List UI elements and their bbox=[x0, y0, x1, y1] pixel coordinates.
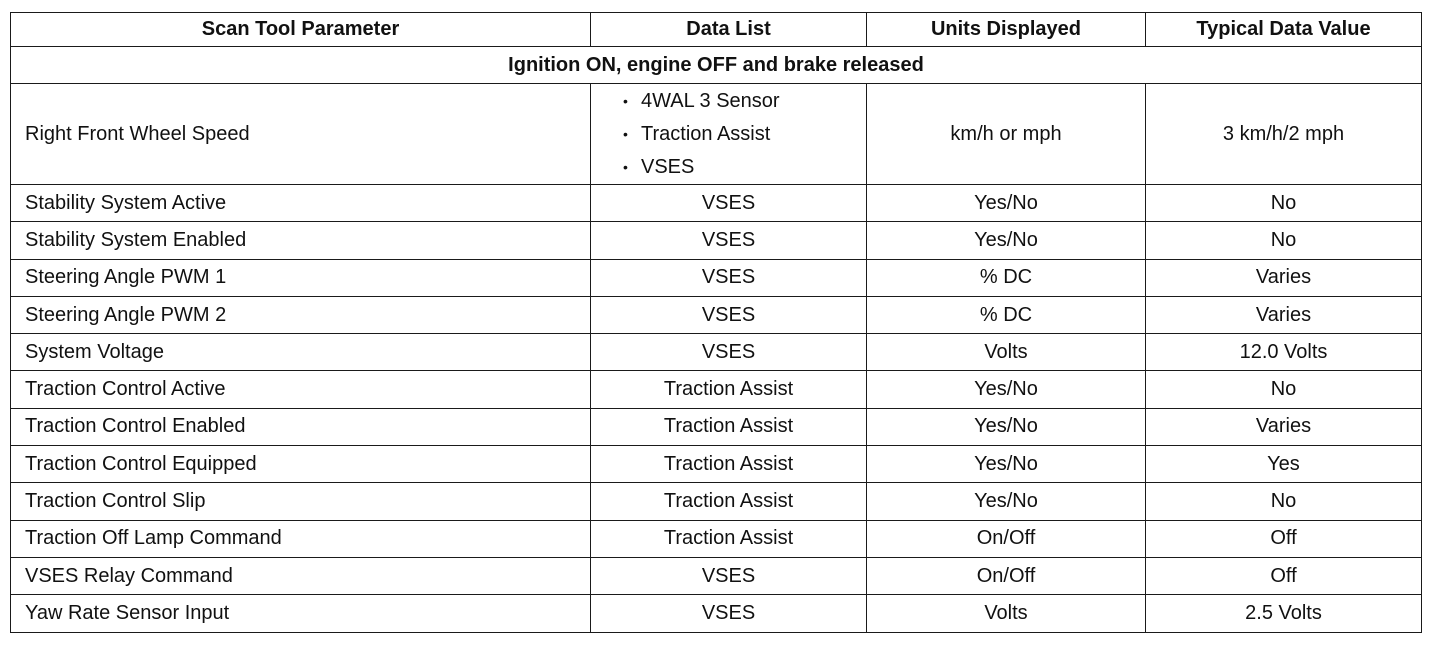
data-list-item bbox=[623, 151, 852, 184]
parameter-cell: System Voltage bbox=[11, 334, 591, 371]
header-typical-data-value: Typical Data Value bbox=[1146, 13, 1422, 47]
table-row bbox=[11, 595, 1422, 632]
units-cell: Yes/No bbox=[867, 371, 1146, 408]
data-list-cell: VSES bbox=[591, 296, 867, 333]
data-list-cell: Traction Assist bbox=[591, 520, 867, 557]
parameter-cell: VSES Relay Command bbox=[11, 557, 591, 594]
table-row bbox=[11, 222, 1422, 259]
parameter-cell: Traction Control Slip bbox=[11, 483, 591, 520]
table-row bbox=[11, 557, 1422, 594]
data-list-cell: VSES bbox=[591, 595, 867, 632]
data-list-item-label: VSES bbox=[641, 155, 695, 178]
table-body bbox=[11, 47, 1422, 633]
parameter-cell: Yaw Rate Sensor Input bbox=[11, 595, 591, 632]
data-list-item-label: Traction Assist bbox=[641, 122, 771, 145]
parameter-cell: Traction Control Equipped bbox=[11, 446, 591, 483]
typical-value-cell: Varies bbox=[1146, 408, 1422, 445]
typical-value-cell: No bbox=[1146, 483, 1422, 520]
header-row bbox=[11, 13, 1422, 47]
table-row bbox=[11, 520, 1422, 557]
parameter-cell: Stability System Enabled bbox=[11, 222, 591, 259]
data-list-item bbox=[623, 118, 852, 151]
units-cell: On/Off bbox=[867, 557, 1146, 594]
table-row bbox=[11, 408, 1422, 445]
table-row bbox=[11, 334, 1422, 371]
units-cell: Volts bbox=[867, 595, 1146, 632]
table-row bbox=[11, 185, 1422, 222]
typical-value-cell: Off bbox=[1146, 520, 1422, 557]
data-list-cell: VSES bbox=[591, 185, 867, 222]
data-list-cell: VSES bbox=[591, 557, 867, 594]
data-list-cell: VSES bbox=[591, 222, 867, 259]
typical-value-cell: No bbox=[1146, 222, 1422, 259]
header-data-list: Data List bbox=[591, 13, 867, 47]
table-header bbox=[11, 13, 1422, 47]
typical-value-cell: 2.5 Volts bbox=[1146, 595, 1422, 632]
data-list-cell: Traction Assist bbox=[591, 483, 867, 520]
data-list-item bbox=[623, 85, 852, 118]
data-list-cell bbox=[591, 84, 867, 185]
table-row bbox=[11, 446, 1422, 483]
data-list-cell: VSES bbox=[591, 334, 867, 371]
units-cell: Yes/No bbox=[867, 483, 1146, 520]
data-list-item-label: 4WAL 3 Sensor bbox=[641, 89, 780, 112]
typical-value-cell: Yes bbox=[1146, 446, 1422, 483]
table-row bbox=[11, 259, 1422, 296]
table-row bbox=[11, 296, 1422, 333]
parameter-cell: Traction Control Active bbox=[11, 371, 591, 408]
data-list-cell: Traction Assist bbox=[591, 408, 867, 445]
scan-tool-data-table bbox=[10, 12, 1422, 633]
units-cell: Yes/No bbox=[867, 408, 1146, 445]
parameter-cell: Steering Angle PWM 2 bbox=[11, 296, 591, 333]
units-cell: Yes/No bbox=[867, 222, 1146, 259]
parameter-cell: Right Front Wheel Speed bbox=[11, 84, 591, 185]
typical-value-cell: Varies bbox=[1146, 296, 1422, 333]
units-cell: % DC bbox=[867, 296, 1146, 333]
table-row bbox=[11, 371, 1422, 408]
data-list-cell: Traction Assist bbox=[591, 446, 867, 483]
units-cell: Yes/No bbox=[867, 446, 1146, 483]
parameter-cell: Traction Control Enabled bbox=[11, 408, 591, 445]
table-row bbox=[11, 483, 1422, 520]
data-list-bullets bbox=[605, 85, 852, 184]
typical-value-cell: 12.0 Volts bbox=[1146, 334, 1422, 371]
section-title: Ignition ON, engine OFF and brake released bbox=[11, 47, 1422, 84]
data-list-cell: Traction Assist bbox=[591, 371, 867, 408]
units-cell: On/Off bbox=[867, 520, 1146, 557]
parameter-cell: Stability System Active bbox=[11, 185, 591, 222]
parameter-cell: Steering Angle PWM 1 bbox=[11, 259, 591, 296]
typical-value-cell: 3 km/h/2 mph bbox=[1146, 84, 1422, 185]
typical-value-cell: No bbox=[1146, 371, 1422, 408]
table-row bbox=[11, 84, 1422, 185]
typical-value-cell: Off bbox=[1146, 557, 1422, 594]
bullet-icon: • bbox=[623, 92, 628, 109]
typical-value-cell: Varies bbox=[1146, 259, 1422, 296]
units-cell: % DC bbox=[867, 259, 1146, 296]
header-scan-tool-parameter: Scan Tool Parameter bbox=[11, 13, 591, 47]
parameter-cell: Traction Off Lamp Command bbox=[11, 520, 591, 557]
section-row bbox=[11, 47, 1422, 84]
bullet-icon: • bbox=[623, 158, 628, 175]
units-cell: km/h or mph bbox=[867, 84, 1146, 185]
typical-value-cell: No bbox=[1146, 185, 1422, 222]
header-units-displayed: Units Displayed bbox=[867, 13, 1146, 47]
units-cell: Volts bbox=[867, 334, 1146, 371]
data-list-cell: VSES bbox=[591, 259, 867, 296]
bullet-icon: • bbox=[623, 125, 628, 142]
units-cell: Yes/No bbox=[867, 185, 1146, 222]
